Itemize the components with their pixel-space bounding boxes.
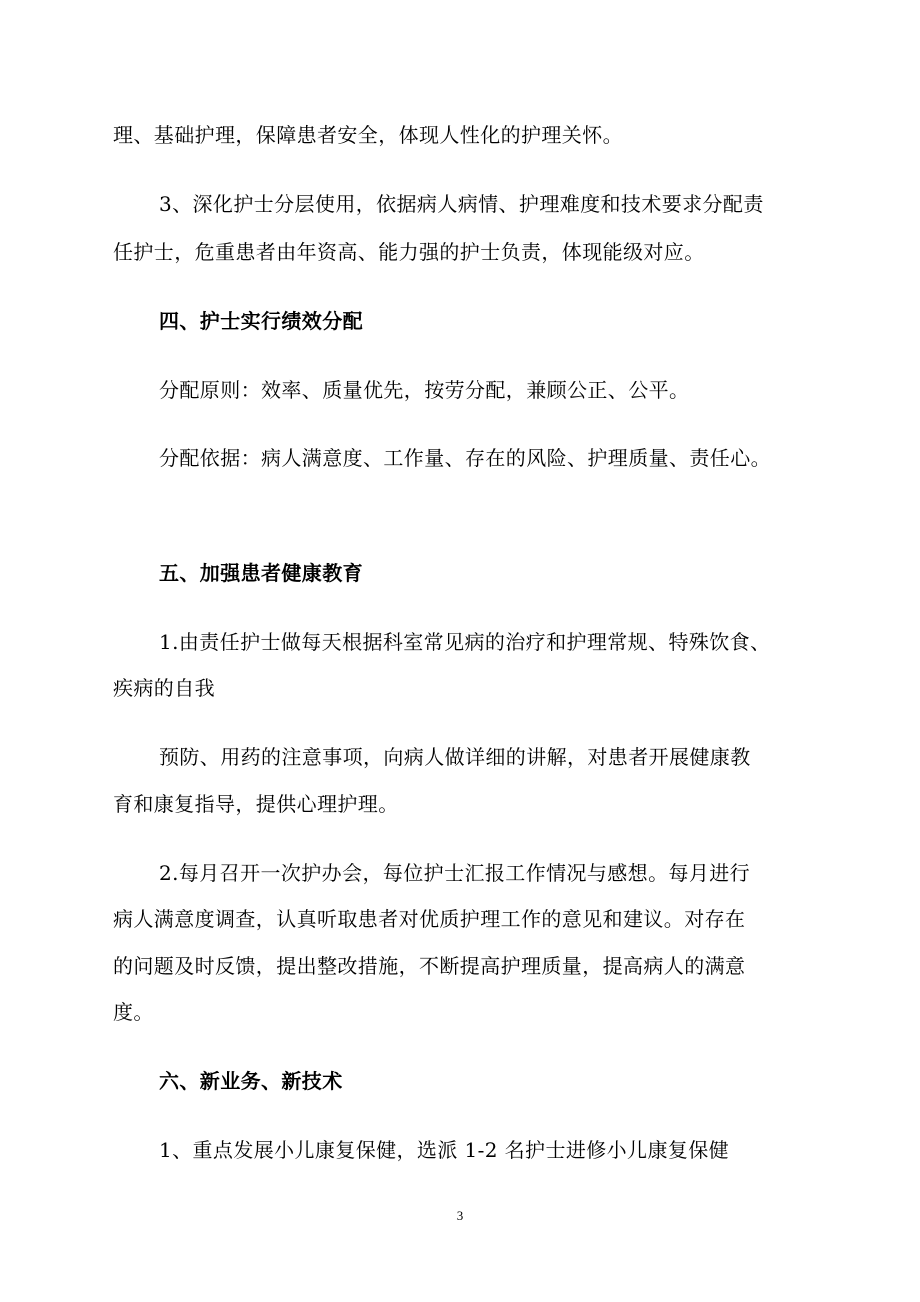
paragraph-line: 疾病的自我 xyxy=(113,676,215,700)
section-heading: 五、加强患者健康教育 xyxy=(159,561,363,585)
section-heading: 四、护士实行绩效分配 xyxy=(159,309,363,333)
paragraph-line: 育和康复指导，提供心理护理。 xyxy=(113,792,399,816)
paragraph-line: 任护士，危重患者由年资高、能力强的护士负责，体现能级对应。 xyxy=(113,240,705,264)
paragraph-line: 1.由责任护士做每天根据科室常见病的治疗和护理常规、特殊饮食、 xyxy=(159,630,771,654)
paragraph-line: 理、基础护理，保障患者安全，体现人性化的护理关怀。 xyxy=(113,123,623,147)
paragraph-line: 分配依据：病人满意度、工作量、存在的风险、护理质量、责任心。 xyxy=(159,446,771,470)
paragraph-line: 病人满意度调查，认真听取患者对优质护理工作的意见和建议。对存在 xyxy=(113,907,746,931)
page-number: 3 xyxy=(456,1208,464,1223)
paragraph-line: 度。 xyxy=(113,1000,154,1024)
paragraph-line: 分配原则：效率、质量优先，按劳分配，兼顾公正、公平。 xyxy=(159,378,690,402)
paragraph-line: 3、深化护士分层使用，依据病人病情、护理难度和技术要求分配责 xyxy=(159,192,764,216)
paragraph-line: 预防、用药的注意事项，向病人做详细的讲解，对患者开展健康教 xyxy=(159,745,751,769)
paragraph-line: 2.每月召开一次护办会，每位护士汇报工作情况与感想。每月进行 xyxy=(159,861,751,885)
paragraph-line: 的问题及时反馈，提出整改措施，不断提高护理质量，提高病人的满意 xyxy=(113,954,746,978)
section-heading: 六、新业务、新技术 xyxy=(159,1069,343,1093)
paragraph-line: 1、重点发展小儿康复保健，选派 1-2 名护士进修小儿康复保健 xyxy=(159,1138,730,1162)
